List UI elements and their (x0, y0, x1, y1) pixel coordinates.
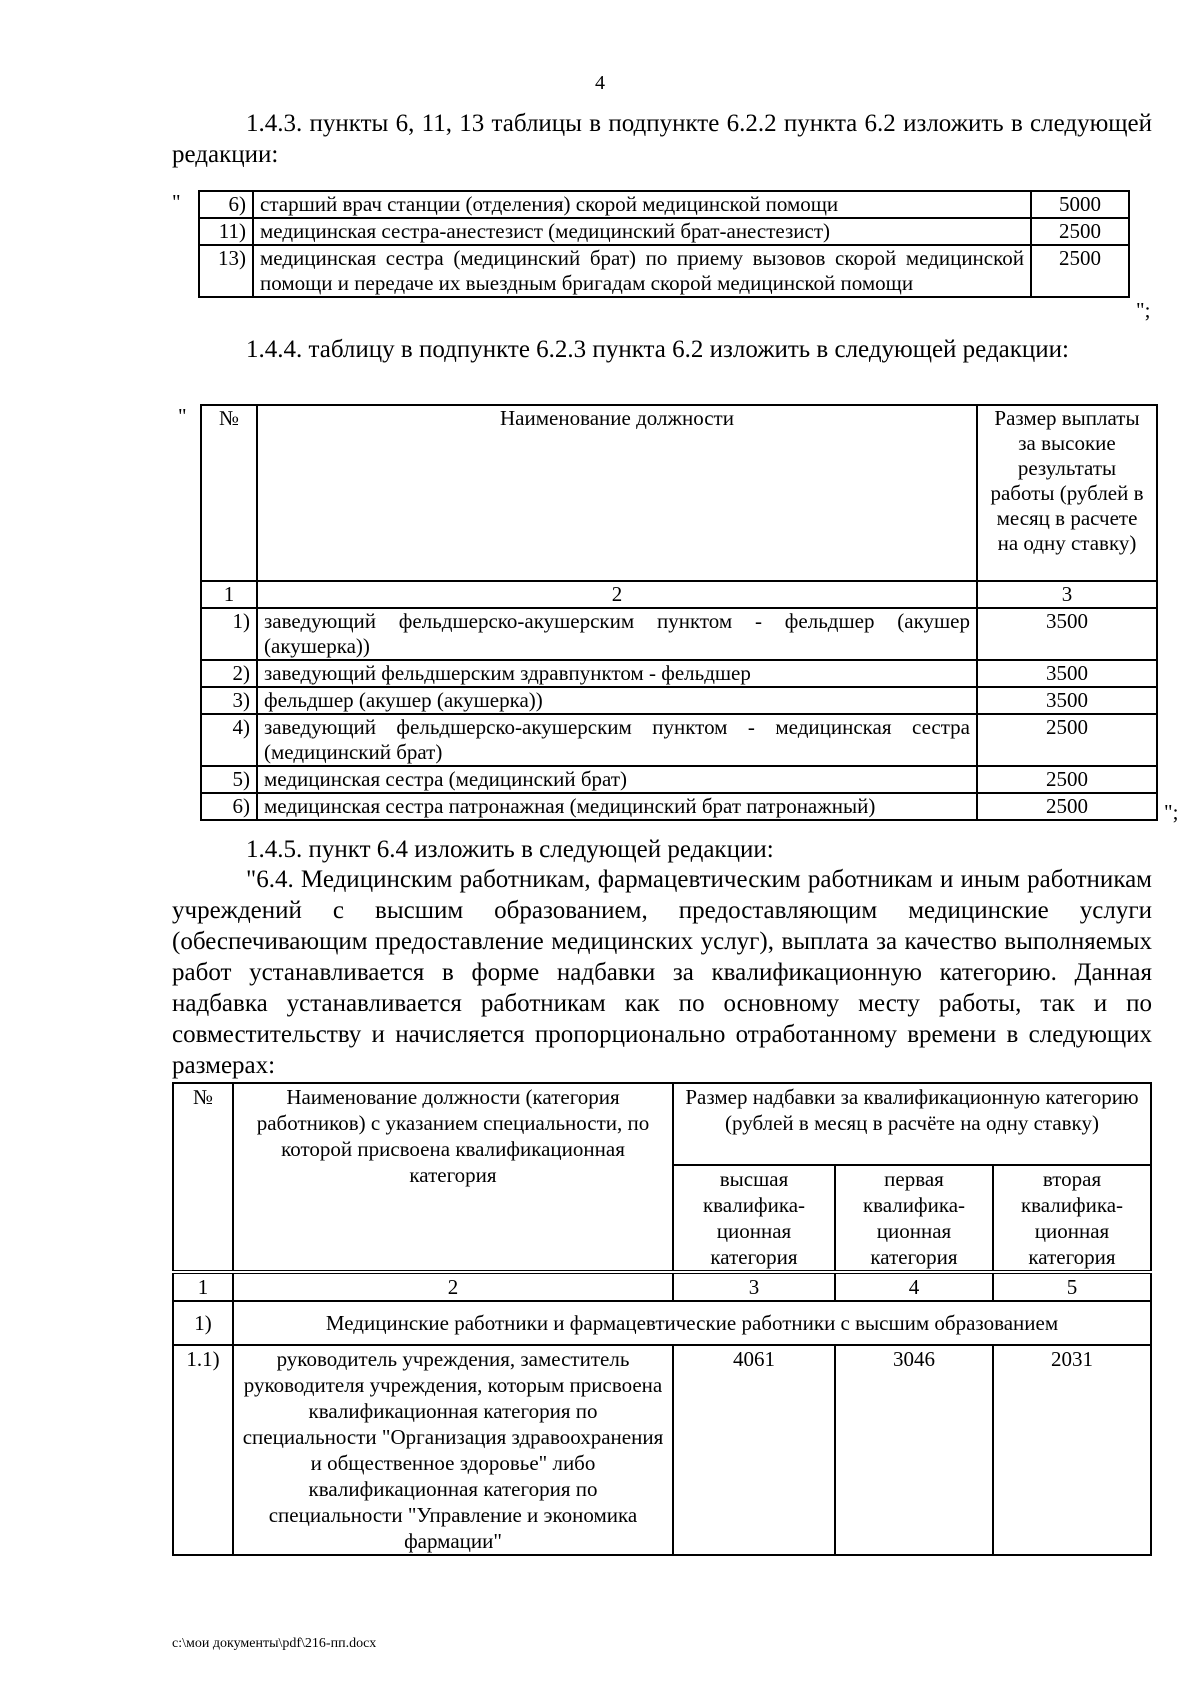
row-number: 6) (199, 191, 253, 218)
group-row (173, 1301, 1151, 1345)
row-number: 13) (199, 245, 253, 297)
table-row (173, 1345, 1151, 1555)
position-name: медицинская сестра патронажная (медицинский брат патронажный) (257, 793, 977, 820)
table-145 (172, 1082, 1152, 1556)
position-name: медицинская сестра (медицинский брат) по приему вызовов скорой медицинской помощи и передаче их выездным бригадам скорой медицинской помощи (253, 245, 1031, 297)
row-number: 6) (201, 793, 257, 820)
column-numbers-row (173, 1272, 1151, 1301)
table-row (201, 687, 1157, 714)
row-number: 1) (201, 608, 257, 660)
header-payment-group: Размер надбавки за квалификационную категорию (рублей в месяц в расчёте на одну ставку) (673, 1083, 1151, 1165)
second-category-value: 2031 (993, 1345, 1151, 1555)
col-number: 3 (673, 1272, 835, 1301)
group-title: Медицинские работники и фармацевтические работники с высшим образованием (233, 1301, 1151, 1345)
table2-close-quote: "; (1164, 800, 1179, 824)
footer-file-path: c:\мои документы\pdf\216-пп.docx (172, 1636, 377, 1651)
header-second-category: вторая квалифика-ционная категория (993, 1165, 1151, 1272)
payment-value: 2500 (1031, 218, 1129, 245)
payment-value: 3500 (977, 660, 1157, 687)
table-row (199, 218, 1129, 245)
col-number: 1 (173, 1272, 233, 1301)
position-name: старший врач станции (отделения) скорой медицинской помощи (253, 191, 1031, 218)
table2-open-quote: " (178, 404, 187, 428)
table-row (199, 245, 1129, 297)
section-145-intro: 1.4.5. пункт 6.4 изложить в следующей редакции: (246, 836, 774, 863)
table-row (201, 714, 1157, 766)
section-145-body: "6.4. Медицинским работникам, фармацевтическим работникам и иным работникам учреждений с высшим образованием, предоставляющим медицинские услуги (обеспечивающим предоставление медицинских услуг), выплата за качество выполняемых работ устанавливается в форме надбавки за квалификационную категорию. Данная надбавка устанавливается работникам как по основному месту работы, так и по совместительству и начисляется пропорционально отработанному времени в следующих размерах: (172, 866, 1152, 1079)
first-category-value: 3046 (835, 1345, 993, 1555)
col-number: 5 (993, 1272, 1151, 1301)
col-number: 3 (977, 581, 1157, 608)
col-number: 2 (257, 581, 977, 608)
table-row (201, 766, 1157, 793)
row-number: 2) (201, 660, 257, 687)
row-number: 11) (199, 218, 253, 245)
highest-category-value: 4061 (673, 1345, 835, 1555)
section-143-intro: 1.4.3. пункты 6, 11, 13 таблицы в подпункте 6.2.2 пункта 6.2 изложить в следующей редакции: (172, 110, 1152, 168)
col-number: 2 (233, 1272, 673, 1301)
row-number: 5) (201, 766, 257, 793)
header-first-category: первая квалифика-ционная категория (835, 1165, 993, 1272)
row-number: 3) (201, 687, 257, 714)
position-name: заведующий фельдшерско-акушерским пунктом - медицинская сестра (медицинский брат) (257, 714, 977, 766)
page-number: 4 (595, 72, 605, 94)
payment-value: 3500 (977, 608, 1157, 660)
table1-open-quote: " (172, 190, 181, 214)
table-row (201, 793, 1157, 820)
position-name: фельдшер (акушер (акушерка)) (257, 687, 977, 714)
row-number: 1.1) (173, 1345, 233, 1555)
position-name: заведующий фельдшерским здравпунктом - фельдшер (257, 660, 977, 687)
payment-value: 2500 (1031, 245, 1129, 297)
table-143 (198, 190, 1130, 298)
table-row (201, 660, 1157, 687)
table-header-row (173, 1083, 1151, 1165)
table1-close-quote: "; (1136, 298, 1151, 322)
group-number: 1) (173, 1301, 233, 1345)
table-header-row (201, 405, 1157, 581)
row-number: 4) (201, 714, 257, 766)
position-name: медицинская сестра (медицинский брат) (257, 766, 977, 793)
header-number: № (173, 1083, 233, 1272)
payment-value: 2500 (977, 714, 1157, 766)
col-number: 4 (835, 1272, 993, 1301)
column-numbers-row (201, 581, 1157, 608)
payment-value: 2500 (977, 793, 1157, 820)
section-144-intro: 1.4.4. таблицу в подпункте 6.2.3 пункта 6.2 изложить в следующей редакции: (246, 336, 1069, 363)
position-name: медицинская сестра-анестезист (медицинский брат-анестезист) (253, 218, 1031, 245)
table-row (201, 608, 1157, 660)
position-name: заведующий фельдшерско-акушерским пунктом - фельдшер (акушер (акушерка)) (257, 608, 977, 660)
table-144 (200, 404, 1158, 821)
header-position: Наименование должности (257, 405, 977, 581)
header-payment: Размер выплаты за высокие результаты работы (рублей в месяц в расчете на одну ставку) (977, 405, 1157, 581)
position-name: руководитель учреждения, заместитель руководителя учреждения, которым присвоена квалификационная категория по специальности "Организация здравоохранения и общественное здоровье" либо квалификационная категория по специальности "Управление и экономика фармации" (233, 1345, 673, 1555)
header-position: Наименование должности (категория работников) с указанием специальности, по которой присвоена квалификационная категория (233, 1083, 673, 1272)
header-highest-category: высшая квалифика-ционная категория (673, 1165, 835, 1272)
header-number: № (201, 405, 257, 581)
payment-value: 3500 (977, 687, 1157, 714)
payment-value: 5000 (1031, 191, 1129, 218)
payment-value: 2500 (977, 766, 1157, 793)
col-number: 1 (201, 581, 257, 608)
table-row (199, 191, 1129, 218)
